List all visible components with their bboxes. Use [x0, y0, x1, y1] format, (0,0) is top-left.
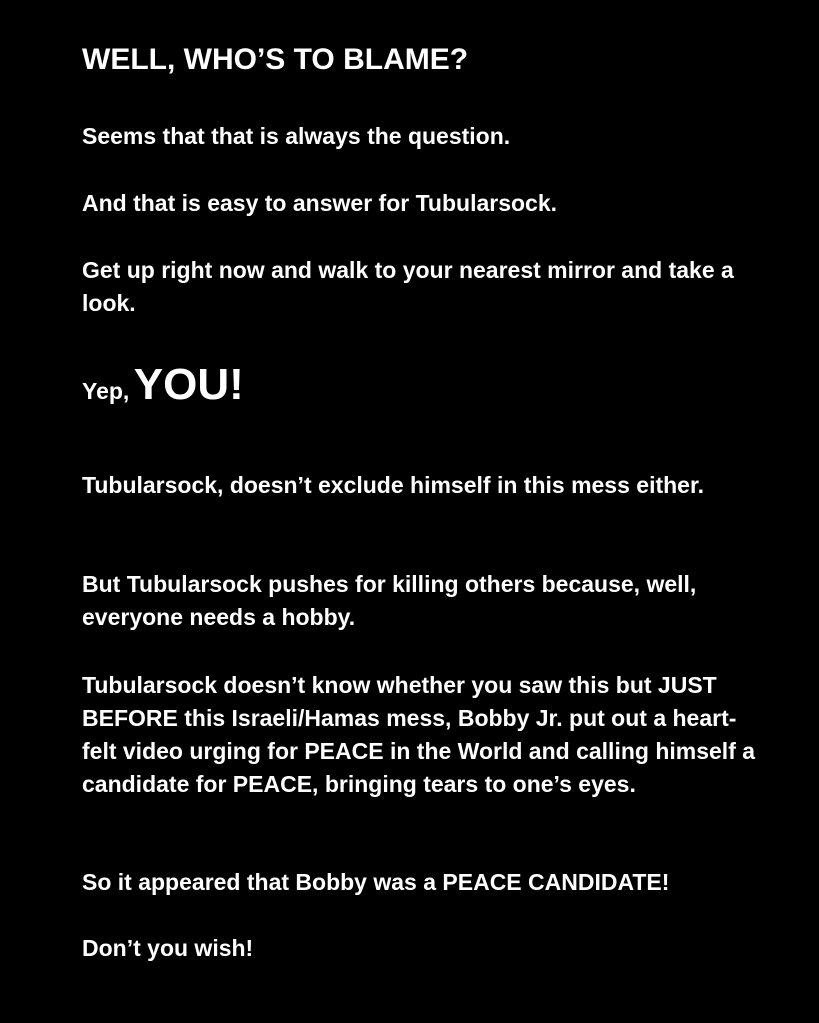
yep-you-line	[82, 360, 244, 410]
yep-text: Yep,	[82, 378, 130, 404]
paragraph-question: Seems that that is always the question.	[82, 123, 511, 149]
you-emphasis: YOU!	[133, 360, 244, 409]
paragraph-hobby: But Tubularsock pushes for killing others because, well, everyone needs a hobby.	[82, 571, 697, 630]
paragraph-wish: Don’t you wish!	[82, 935, 254, 961]
paragraph-answer: And that is easy to answer for Tubularsock.	[82, 190, 558, 216]
paragraph-peace-candidate: So it appeared that Bobby was a PEACE CANDIDATE!	[82, 869, 670, 895]
paragraph-exclude: Tubularsock, doesn’t exclude himself in this mess either.	[82, 472, 705, 498]
paragraph-mirror: Get up right now and walk to your nearest mirror and take a look.	[82, 257, 734, 316]
paragraph-bobby-video: Tubularsock doesn’t know whether you saw this but JUST BEFORE this Israeli/Hamas mess, Bobby Jr. put out a heart-felt video urging for PEACE in the World and calling himself a candidate for PEACE, bringing tears to one’s eyes.	[82, 672, 756, 797]
page-title: WELL, WHO’S TO BLAME?	[82, 43, 469, 76]
